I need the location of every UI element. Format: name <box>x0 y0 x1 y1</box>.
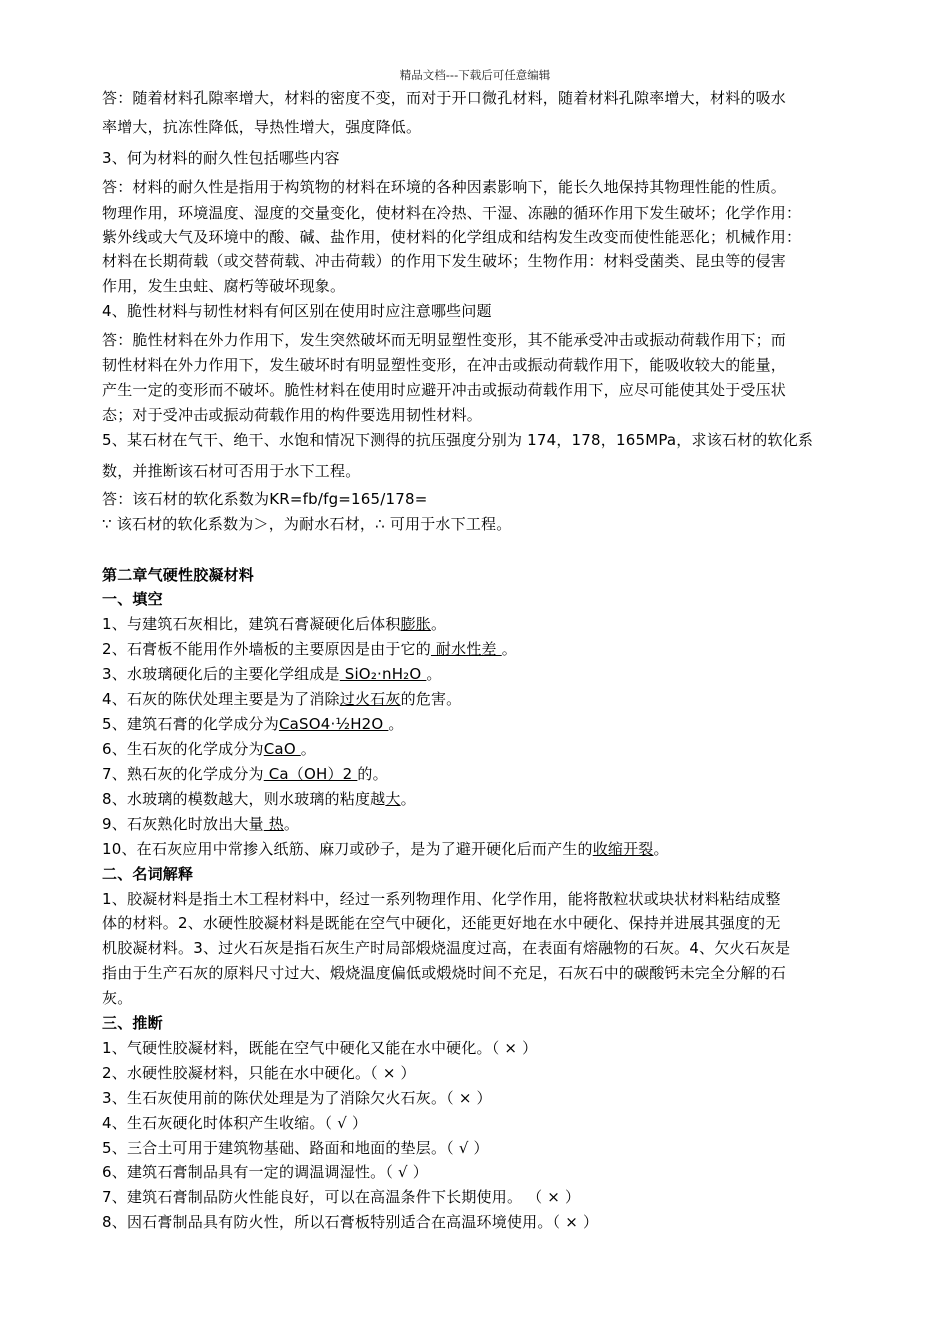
fill-blank-item: 10、在石灰应用中常掺入纸筋、麻刀或砂子，是为了避开硬化后而产生的收缩开裂。 <box>102 840 669 858</box>
answer: 热 <box>263 815 284 833</box>
judgement-item: 1、气硬性胶凝材料，既能在空气中硬化又能在水中硬化。（ × ） <box>102 1039 538 1057</box>
text-line: 紫外线或大气及环境中的酸、碱、盐作用，使材料的化学组成和结构发生改变而使性能恶化；机械作用： <box>102 228 802 246</box>
answer: 膨胀 <box>400 615 431 633</box>
judgement-item: 4、生石灰硬化时体积产生收缩。（ √ ） <box>102 1114 368 1132</box>
text-line: 答：随着材料孔隙率增大，材料的密度不变，而对于开口微孔材料，随着材料孔隙率增大，材料的吸水 <box>102 89 787 107</box>
fill-blank-item: 6、生石灰的化学成分为CaO 。 <box>102 740 316 758</box>
judgement-item: 5、三合土可用于建筑物基础、路面和地面的垫层。（ √ ） <box>102 1139 489 1157</box>
question-line: 5、某石材在气干、绝干、水饱和情况下测得的抗压强度分别为 174，178，165MPa，求该石材的软化系 <box>102 431 814 449</box>
page-header: 精品文档---下载后可任意编辑 <box>399 68 551 82</box>
text-line: 作用，发生虫蛀、腐朽等破坏现象。 <box>102 277 346 295</box>
fill-blank-item: 4、石灰的陈伏处理主要是为了消除过火石灰的危害。 <box>102 690 462 708</box>
text-line: 材料在长期荷载（或交替荷载、冲击荷载）的作用下发生破坏；生物作用：材料受菌类、昆虫等的侵害 <box>102 252 787 270</box>
answer: SiO₂·nH₂O <box>339 665 427 683</box>
text-line: 体的材料。2、水硬性胶凝材料是既能在空气中硬化，还能更好地在水中硬化、保持并进展其强度的无 <box>102 914 781 932</box>
answer: 耐水性差 <box>430 640 502 658</box>
answer: CaSO4·½H2O <box>278 715 389 733</box>
judgement-item: 3、生石灰使用前的陈伏处理是为了消除欠火石灰。（ × ） <box>102 1089 492 1107</box>
section-heading: 一、填空 <box>102 590 163 608</box>
answer: 收缩开裂 <box>592 840 654 858</box>
section-heading: 三、推断 <box>102 1014 163 1032</box>
chapter-title: 第二章气硬性胶凝材料 <box>102 566 255 584</box>
judgement-item: 8、因石膏制品具有防火性，所以石膏板特别适合在高温环境使用。（ × ） <box>102 1213 599 1231</box>
text-line: 率增大，抗冻性降低，导热性增大，强度降低。 <box>102 118 422 136</box>
fill-blank-item: 2、石膏板不能用作外墙板的主要原因是由于它的 耐水性差 。 <box>102 640 517 658</box>
fill-blank-item: 7、熟石灰的化学成分为 Ca（OH）2 的。 <box>102 765 388 783</box>
question-line: 3、何为材料的耐久性包括哪些内容 <box>102 149 340 167</box>
judgement-item: 2、水硬性胶凝材料，只能在水中硬化。（ × ） <box>102 1064 416 1082</box>
fill-blank-item: 5、建筑石膏的化学成分为CaSO4·½H2O 。 <box>102 715 404 733</box>
section-heading: 二、名词解释 <box>102 865 194 883</box>
text-line: 数，并推断该石材可否用于水下工程。 <box>102 462 361 480</box>
text-line: ∵ 该石材的软化系数为＞，为耐水石材，∴ 可用于水下工程。 <box>102 515 512 533</box>
text-line: 物理作用，环境温度、湿度的交量变化，使材料在冷热、干湿、冻融的循环作用下发生破坏；化学作用： <box>102 204 802 222</box>
text-line: 答：该石材的软化系数为KR=fb/fg=165/178= <box>102 490 428 508</box>
text-line: 态；对于受冲击或振动荷载作用的构件要选用韧性材料。 <box>102 406 483 424</box>
text-line: 答：材料的耐久性是指用于构筑物的材料在环境的各种因素影响下，能长久地保持其物理性能的性质。 <box>102 178 787 196</box>
judgement-item: 6、建筑石膏制品具有一定的调温调湿性。（ √ ） <box>102 1163 428 1181</box>
answer: CaO <box>263 740 301 758</box>
question-line: 4、脆性材料与韧性材料有何区别在使用时应注意哪些问题 <box>102 302 492 320</box>
fill-blank-item: 9、石灰熟化时放出大量 热。 <box>102 815 300 833</box>
text-line: 答：脆性材料在外力作用下，发生突然破坏而无明显塑性变形，其不能承受冲击或振动荷载作用下；而 <box>102 331 787 349</box>
answer: Ca（OH）2 <box>263 765 358 783</box>
text-line: 机胶凝材料。3、过火石灰是指石灰生产时局部煅烧温度过高，在表面有熔融物的石灰。4、欠火石灰是 <box>102 939 791 957</box>
fill-blank-item: 8、水玻璃的模数越大，则水玻璃的粘度越大。 <box>102 790 416 808</box>
answer: 大 <box>385 790 401 808</box>
text-line: 韧性材料在外力作用下，发生破坏时有明显塑性变形，在冲击或振动荷载作用下，能吸收较大的能量， <box>102 356 787 374</box>
judgement-item: 7、建筑石膏制品防火性能良好，可以在高温条件下长期使用。 （ × ） <box>102 1188 581 1206</box>
text-line: 产生一定的变形而不破坏。脆性材料在使用时应避开冲击或振动荷载作用下，应尽可能使其处于受压状 <box>102 381 787 399</box>
text-line: 指由于生产石灰的原料尺寸过大、煅烧温度偏低或煅烧时间不充足，石灰石中的碳酸钙未完全分解的石 <box>102 964 787 982</box>
text-line: 灰。 <box>102 989 133 1007</box>
text-line: 1、胶凝材料是指土木工程材料中，经过一系列物理作用、化学作用，能将散粒状或块状材料粘结成整 <box>102 890 781 908</box>
answer: 过火石灰 <box>339 690 401 708</box>
fill-blank-item: 1、与建筑石灰相比，建筑石膏凝硬化后体积膨胀。 <box>102 615 447 633</box>
fill-blank-item: 3、水玻璃硬化后的主要化学组成是 SiO₂·nH₂O 。 <box>102 665 442 683</box>
